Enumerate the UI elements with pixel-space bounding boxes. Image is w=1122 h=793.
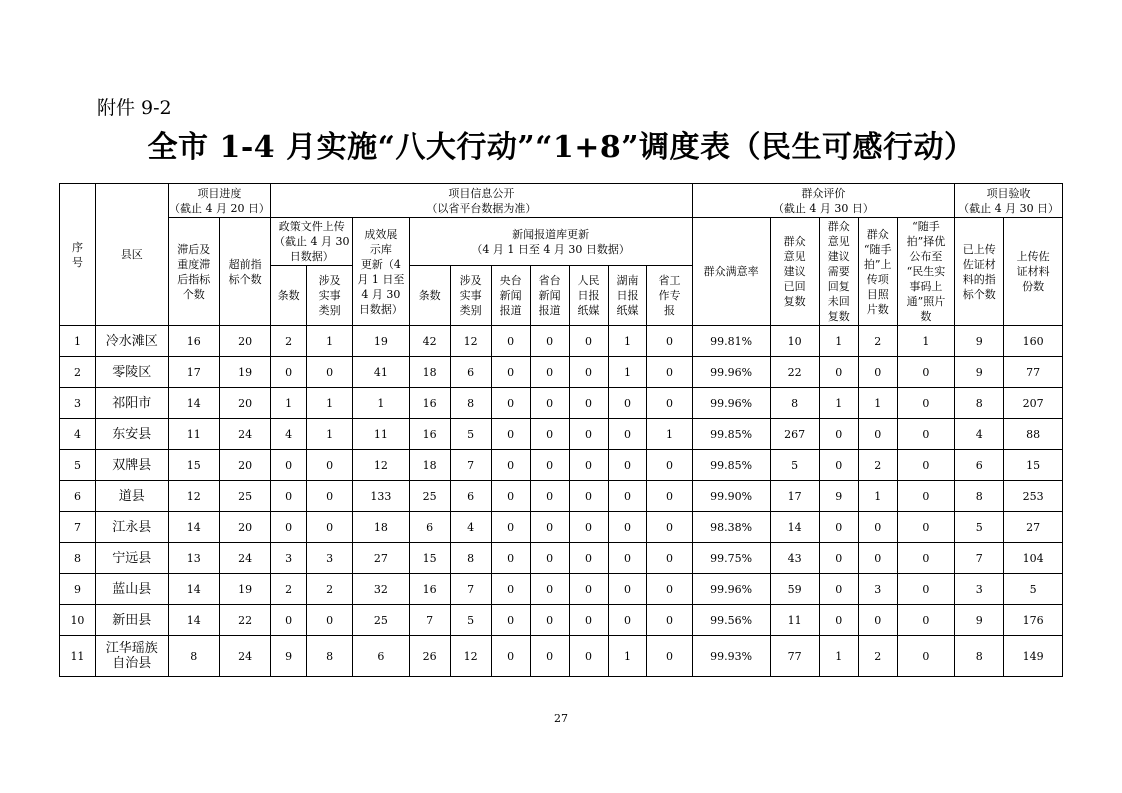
table-cell: 0 [647,543,692,574]
table-cell: 8 [450,388,491,419]
table-cell: 18 [409,450,450,481]
table-cell: 17 [168,357,219,388]
table-cell: 0 [271,512,307,543]
table-cell: 0 [530,512,569,543]
table-cell: 0 [647,574,692,605]
table-cell: 19 [353,326,409,357]
row-seq: 5 [60,450,96,481]
table-cell: 0 [608,574,647,605]
table-cell: 1 [307,419,353,450]
table-cell: 207 [1004,388,1063,419]
table-cell: 1 [858,481,897,512]
table-cell: 16 [409,574,450,605]
table-cell: 0 [569,543,608,574]
table-cell: 99.93% [692,636,770,677]
table-cell: 0 [491,605,530,636]
table-cell: 14 [168,512,219,543]
table-cell: 9 [271,636,307,677]
table-cell: 0 [897,450,954,481]
table-cell: 1 [608,326,647,357]
table-cell: 0 [897,481,954,512]
table-cell: 16 [168,326,219,357]
table-cell: 0 [530,450,569,481]
table-cell: 17 [770,481,819,512]
table-cell: 0 [491,419,530,450]
table-cell: 9 [955,326,1004,357]
header-provincial-tv: 省台 新闻 报道 [530,266,569,326]
table-cell: 19 [219,357,270,388]
header-hunan-daily: 湖南 日报 纸媒 [608,266,647,326]
table-cell: 0 [897,357,954,388]
table-cell: 0 [491,481,530,512]
table-cell: 0 [647,450,692,481]
table-cell: 0 [608,605,647,636]
row-county: 宁远县 [95,543,168,574]
table-cell: 5 [1004,574,1063,605]
table-cell: 0 [608,450,647,481]
table-cell: 2 [271,574,307,605]
table-cell: 0 [491,512,530,543]
table-cell: 4 [955,419,1004,450]
table-row [60,605,1063,636]
table-cell: 7 [450,574,491,605]
table-cell: 14 [168,388,219,419]
table-cell: 99.85% [692,450,770,481]
table-cell: 7 [450,450,491,481]
table-cell: 0 [569,512,608,543]
row-county: 江华瑶族 自治县 [95,636,168,677]
table-row [60,481,1063,512]
table-cell: 176 [1004,605,1063,636]
table-cell: 20 [219,388,270,419]
table-cell: 1 [819,636,858,677]
table-cell: 14 [168,605,219,636]
table-cell: 0 [819,512,858,543]
table-cell: 22 [219,605,270,636]
row-seq: 2 [60,357,96,388]
table-cell: 267 [770,419,819,450]
row-county: 新田县 [95,605,168,636]
table-cell: 99.96% [692,388,770,419]
table-cell: 41 [353,357,409,388]
table-cell: 99.75% [692,543,770,574]
table-cell: 24 [219,543,270,574]
table-cell: 0 [569,388,608,419]
row-seq: 8 [60,543,96,574]
table-cell: 0 [819,357,858,388]
table-cell: 59 [770,574,819,605]
table-cell: 14 [770,512,819,543]
table-cell: 98.38% [692,512,770,543]
table-cell: 0 [897,512,954,543]
table-cell: 99.96% [692,357,770,388]
table-cell: 99.81% [692,326,770,357]
table-cell: 13 [168,543,219,574]
row-seq: 7 [60,512,96,543]
table-cell: 12 [450,326,491,357]
table-row [60,326,1063,357]
table-cell: 11 [353,419,409,450]
header-ahead-indicators: 超前指 标个数 [219,218,270,326]
table-cell: 18 [353,512,409,543]
table-cell: 6 [450,357,491,388]
table-cell: 160 [1004,326,1063,357]
table-cell: 0 [608,543,647,574]
table-cell: 2 [271,326,307,357]
table-cell: 24 [219,636,270,677]
header-acceptance: 项目验收 （截止 4 月 30 日） [955,184,1063,218]
table-row [60,419,1063,450]
table-cell: 0 [569,326,608,357]
header-policy-upload: 政策文件上传 （截止 4 月 30 日数据） [271,218,353,266]
table-cell: 12 [450,636,491,677]
table-cell: 0 [819,574,858,605]
table-cell: 6 [409,512,450,543]
table-cell: 0 [819,605,858,636]
header-opinions-pending: 群众 意见 建议 需要 回复 未回 复数 [819,218,858,326]
schedule-table [59,183,1063,677]
table-cell: 8 [770,388,819,419]
table-cell: 1 [819,388,858,419]
table-cell: 0 [858,605,897,636]
table-cell: 0 [819,419,858,450]
table-cell: 25 [219,481,270,512]
table-cell: 15 [168,450,219,481]
table-cell: 0 [819,543,858,574]
table-cell: 12 [168,481,219,512]
table-cell: 0 [858,419,897,450]
table-cell: 0 [858,543,897,574]
table-cell: 0 [608,481,647,512]
table-cell: 0 [647,388,692,419]
table-cell: 0 [530,636,569,677]
table-cell: 5 [770,450,819,481]
table-cell: 0 [307,357,353,388]
row-seq: 11 [60,636,96,677]
table-cell: 0 [491,326,530,357]
row-county: 道县 [95,481,168,512]
table-cell: 0 [647,326,692,357]
table-cell: 0 [647,481,692,512]
header-lag-indicators: 滞后及 重度滞 后指标 个数 [168,218,219,326]
header-news-count: 条数 [409,266,450,326]
table-cell: 1 [858,388,897,419]
table-cell: 9 [955,357,1004,388]
table-cell: 0 [858,512,897,543]
table-cell: 22 [770,357,819,388]
header-seq: 序 号 [60,184,96,326]
table-cell: 25 [409,481,450,512]
table-cell: 8 [168,636,219,677]
row-seq: 10 [60,605,96,636]
table-cell: 0 [897,605,954,636]
row-county: 东安县 [95,419,168,450]
table-cell: 99.90% [692,481,770,512]
table-cell: 4 [450,512,491,543]
table-cell: 0 [530,388,569,419]
row-county: 江永县 [95,512,168,543]
header-news-library: 新闻报道库更新 （4 月 1 日至 4 月 30 日数据） [409,218,692,266]
table-cell: 43 [770,543,819,574]
table-cell: 2 [858,450,897,481]
table-cell: 77 [1004,357,1063,388]
table-cell: 27 [1004,512,1063,543]
table-cell: 27 [353,543,409,574]
table-cell: 0 [608,419,647,450]
row-county: 双牌县 [95,450,168,481]
table-cell: 99.85% [692,419,770,450]
table-cell: 0 [271,605,307,636]
table-cell: 10 [770,326,819,357]
table-cell: 20 [219,326,270,357]
table-cell: 0 [647,605,692,636]
table-cell: 0 [647,636,692,677]
header-peoples-daily: 人民 日报 纸媒 [569,266,608,326]
row-seq: 6 [60,481,96,512]
table-cell: 14 [168,574,219,605]
row-seq: 9 [60,574,96,605]
table-cell: 0 [491,543,530,574]
header-progress: 项目进度 （截止 4 月 20 日） [168,184,271,218]
table-row [60,388,1063,419]
table-cell: 3 [858,574,897,605]
table-cell: 253 [1004,481,1063,512]
table-cell: 8 [450,543,491,574]
table-cell: 11 [168,419,219,450]
table-cell: 0 [271,450,307,481]
header-provincial-work: 省工 作专 报 [647,266,692,326]
header-public-evaluation: 群众评价 （截止 4 月 30 日） [692,184,955,218]
table-cell: 0 [897,636,954,677]
table-cell: 16 [409,419,450,450]
page-title: 全市 1-4 月实施“八大行动”“1+8”调度表（民生可感行动） [147,130,975,165]
table-cell: 0 [569,605,608,636]
page-number: 27 [554,712,568,725]
table-cell: 0 [647,512,692,543]
table-row [60,512,1063,543]
table-cell: 0 [569,636,608,677]
attachment-label: 附件 9-2 [97,97,172,119]
row-seq: 4 [60,419,96,450]
table-cell: 8 [307,636,353,677]
table-cell: 0 [307,481,353,512]
table-cell: 1 [307,326,353,357]
table-cell: 99.56% [692,605,770,636]
table-cell: 9 [819,481,858,512]
table-cell: 0 [491,357,530,388]
header-county: 县区 [95,184,168,326]
table-cell: 26 [409,636,450,677]
header-satisfaction: 群众满意率 [692,218,770,326]
table-cell: 0 [858,357,897,388]
table-cell: 149 [1004,636,1063,677]
table-cell: 16 [409,388,450,419]
table-cell: 25 [353,605,409,636]
table-cell: 0 [897,574,954,605]
table-cell: 0 [530,481,569,512]
table-cell: 0 [530,605,569,636]
table-cell: 5 [450,419,491,450]
table-cell: 1 [897,326,954,357]
table-cell: 24 [219,419,270,450]
table-cell: 88 [1004,419,1063,450]
table-cell: 133 [353,481,409,512]
table-cell: 42 [409,326,450,357]
table-cell: 0 [647,357,692,388]
table-cell: 0 [569,481,608,512]
table-cell: 1 [271,388,307,419]
table-cell: 0 [271,481,307,512]
table-cell: 0 [819,450,858,481]
table-cell: 8 [955,388,1004,419]
table-cell: 7 [409,605,450,636]
table-cell: 0 [271,357,307,388]
table-cell: 1 [819,326,858,357]
row-county: 零陵区 [95,357,168,388]
table-cell: 0 [530,574,569,605]
table-cell: 20 [219,512,270,543]
table-cell: 2 [858,326,897,357]
header-news-category: 涉及 实事 类别 [450,266,491,326]
table-cell: 2 [307,574,353,605]
table-cell: 20 [219,450,270,481]
table-row [60,357,1063,388]
table-cell: 1 [608,357,647,388]
table-cell: 2 [858,636,897,677]
table-cell: 1 [353,388,409,419]
table-cell: 32 [353,574,409,605]
table-cell: 15 [409,543,450,574]
table-cell: 5 [955,512,1004,543]
header-cctv: 央台 新闻 报道 [491,266,530,326]
table-cell: 3 [271,543,307,574]
table-cell: 7 [955,543,1004,574]
row-seq: 1 [60,326,96,357]
table-cell: 15 [1004,450,1063,481]
header-info-disclosure: 项目信息公开 （以省平台数据为准） [271,184,692,218]
table-cell: 0 [530,357,569,388]
table-cell: 3 [955,574,1004,605]
header-uploaded-copies: 上传佐 证材料 份数 [1004,218,1063,326]
table-cell: 0 [897,543,954,574]
table-cell: 0 [491,450,530,481]
row-county: 祁阳市 [95,388,168,419]
header-policy-count: 条数 [271,266,307,326]
table-cell: 104 [1004,543,1063,574]
header-policy-category: 涉及 实事 类别 [307,266,353,326]
table-cell: 0 [530,326,569,357]
table-cell: 0 [569,574,608,605]
table-cell: 0 [307,605,353,636]
table-cell: 1 [647,419,692,450]
table-cell: 9 [955,605,1004,636]
table-cell: 0 [569,419,608,450]
table-cell: 99.96% [692,574,770,605]
table-cell: 6 [955,450,1004,481]
table-body [60,326,1063,677]
table-row [60,543,1063,574]
table-cell: 6 [353,636,409,677]
table-cell: 0 [307,512,353,543]
table-cell: 0 [569,450,608,481]
table-cell: 0 [491,574,530,605]
table-cell: 1 [307,388,353,419]
table-cell: 11 [770,605,819,636]
table-cell: 12 [353,450,409,481]
table-cell: 0 [307,450,353,481]
table-cell: 4 [271,419,307,450]
table-cell: 0 [569,357,608,388]
table-cell: 19 [219,574,270,605]
table-cell: 8 [955,636,1004,677]
table-cell: 0 [608,512,647,543]
row-seq: 3 [60,388,96,419]
table-cell: 0 [897,388,954,419]
table-cell: 6 [450,481,491,512]
header-photo-items: 群众 “随手 拍”上 传项 目照 片数 [858,218,897,326]
table-cell: 0 [530,419,569,450]
table-cell: 0 [897,419,954,450]
table-row [60,450,1063,481]
table-cell: 0 [608,388,647,419]
table-cell: 0 [491,388,530,419]
table-cell: 1 [608,636,647,677]
table-row [60,636,1063,677]
row-county: 蓝山县 [95,574,168,605]
table-cell: 0 [491,636,530,677]
header-results-library: 成效展 示库 更新（4 月 1 日至 4 月 30 日数据） [353,218,409,326]
table-cell: 0 [530,543,569,574]
row-county: 冷水滩区 [95,326,168,357]
header-uploaded-indicators: 已上传 佐证材 料的指 标个数 [955,218,1004,326]
table-row [60,574,1063,605]
table-cell: 5 [450,605,491,636]
header-photo-select: “随手 拍”择优 公布至 “民生实 事码上 通”照片 数 [897,218,954,326]
table-cell: 77 [770,636,819,677]
header-opinions-replied: 群众 意见 建议 已回 复数 [770,218,819,326]
table-cell: 3 [307,543,353,574]
table-cell: 18 [409,357,450,388]
table-cell: 8 [955,481,1004,512]
